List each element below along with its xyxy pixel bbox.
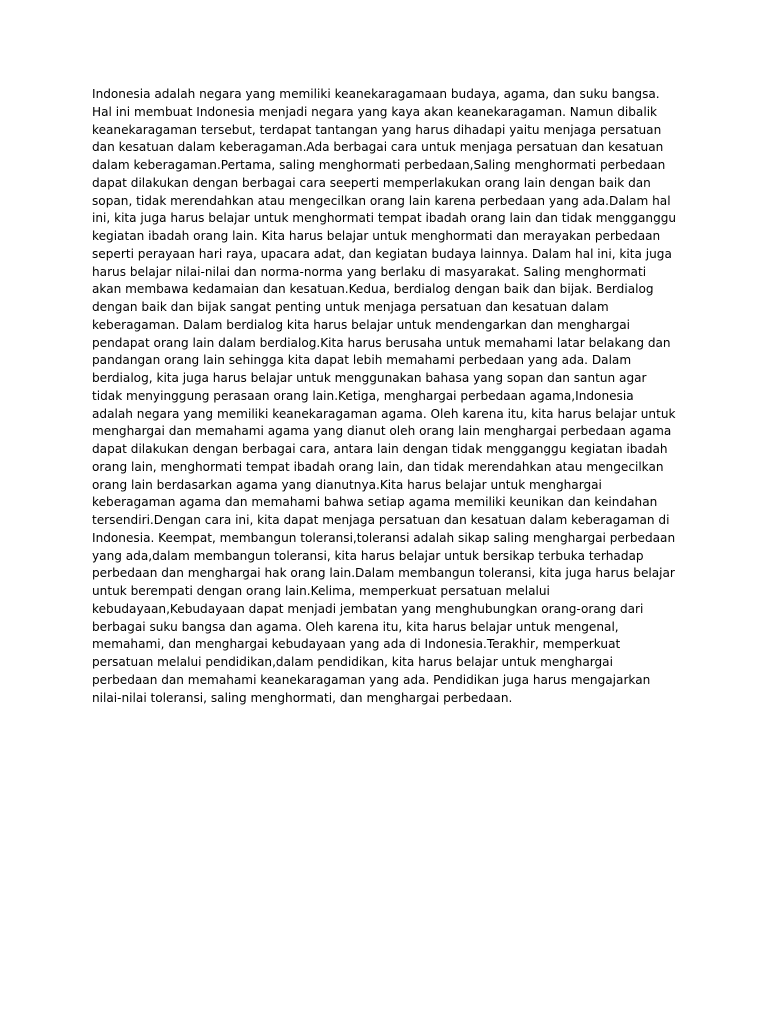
body-paragraph: Indonesia adalah negara yang memiliki keanekaragamaan budaya, agama, dan suku bangsa. Hal ini membuat Indonesia menjadi negara yang kaya akan keanekaragaman. Namun dibalik keanekaragaman tersebut, terdapat tantangan yang harus dihadapi yaitu menjaga persatuan dan kesatuan dalam keberagaman.Ada berbagai cara untuk menjaga persatuan dan kesatuan dalam keberagaman.Pertama, saling menghormati perbedaan,Saling menghormati perbedaan dapat dilakukan dengan berbagai cara seeperti memperlakukan orang lain dengan baik dan sopan, tidak merendahkan atau mengecilkan orang lain karena perbedaan yang ada.Dalam hal ini, kita juga harus belajar untuk menghormati tempat ibadah orang lain dan tidak mengganggu kegiatan ibadah orang lain. Kita harus belajar untuk menghormati dan merayakan perbedaan seperti perayaan hari raya, upacara adat, dan kegiatan budaya lainnya. Dalam hal ini, kita juga harus belajar nilai-nilai dan norma-norma yang berlaku di masyarakat. Saling menghormati akan membawa kedamaian dan kesatuan.Kedua, berdialog dengan baik dan bijak. Berdialog dengan baik dan bijak sangat penting untuk menjaga persatuan dan kesatuan dalam keberagaman. Dalam berdialog kita harus belajar untuk mendengarkan dan menghargai pendapat orang lain dalam berdialog.Kita harus berusaha untuk memahami latar belakang dan pandangan orang lain sehingga kita dapat lebih memahami perbedaan yang ada. Dalam berdialog, kita juga harus belajar untuk menggunakan bahasa yang sopan dan santun agar tidak menyinggung perasaan orang lain.Ketiga, menghargai perbedaan agama,Indonesia adalah negara yang memiliki keanekaragaman agama. Oleh karena itu, kita harus belajar untuk menghargai dan memahami agama yang dianut oleh orang lain menghargai perbedaan agama dapat dilakukan dengan berbagai cara, antara lain dengan tidak mengganggu kegiatan ibadah orang lain, menghormati tempat ibadah orang lain, dan tidak merendahkan atau mengecilkan orang lain berdasarkan agama yang dianutnya.Kita harus belajar untuk menghargai keberagaman agama dan memahami bahwa setiap agama memiliki keunikan dan keindahan tersendiri.Dengan cara ini, kita dapat menjaga persatuan dan kesatuan dalam keberagaman di Indonesia. Keempat, membangun toleransi,toleransi adalah sikap saling menghargai perbedaan yang ada,dalam membangun toleransi, kita harus belajar untuk bersikap terbuka terhadap perbedaan dan menghargai hak orang lain.Dalam membangun toleransi, kita juga harus belajar untuk berempati dengan orang lain.Kelima, memperkuat persatuan melalui kebudayaan,Kebudayaan dapat menjadi jembatan yang menghubungkan orang-orang dari berbagai suku bangsa dan agama. Oleh karena itu, kita harus belajar untuk mengenal, memahami, dan menghargai kebudayaan yang ada di Indonesia.Terakhir, memperkuat persatuan melalui pendidikan,dalam pendidikan, kita harus belajar untuk menghargai perbedaan dan memahami keanekaragaman yang ada. Pendidikan juga harus mengajarkan nilai-nilai toleransi, saling menghormati, dan menghargai perbedaan. <box>92 87 677 705</box>
